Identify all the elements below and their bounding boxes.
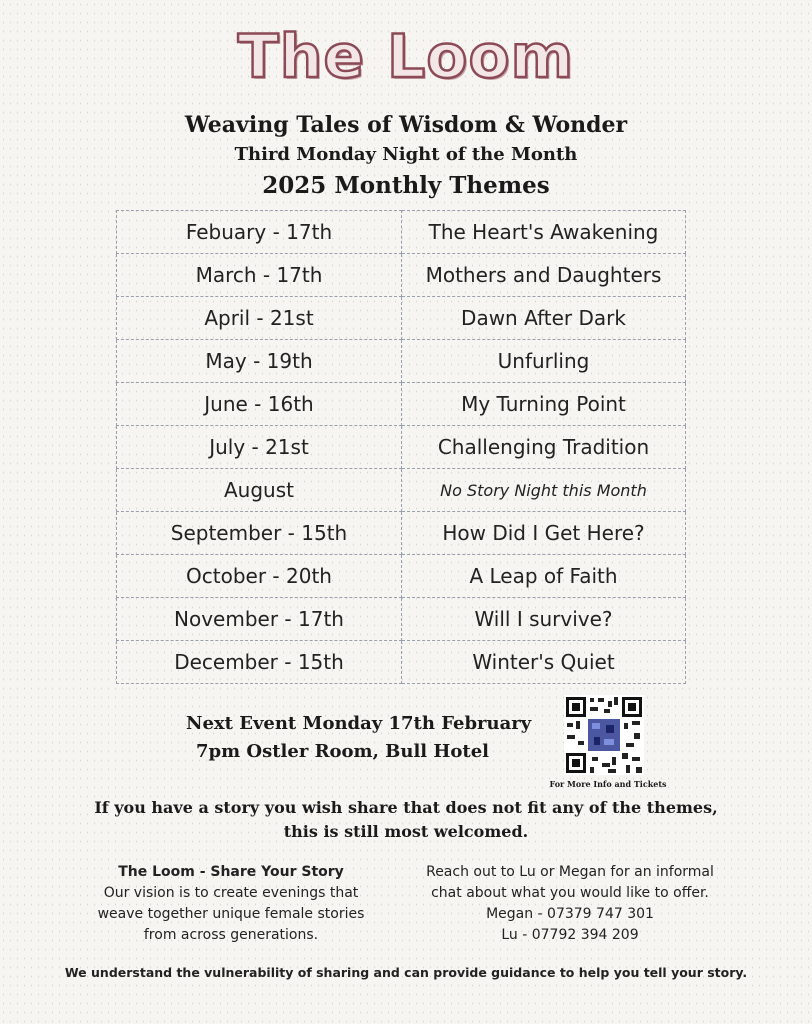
month-date: November - 17th (117, 598, 402, 641)
month-theme: Winter's Quiet (402, 641, 686, 684)
month-date: December - 15th (117, 641, 402, 684)
vision-line: from across generations. (143, 927, 319, 943)
month-theme: The Heart's Awakening (402, 211, 686, 254)
table-row (117, 469, 686, 512)
schedule-text: Third Monday Night of the Month (234, 144, 578, 165)
month-theme: A Leap of Faith (402, 555, 686, 598)
table-row (117, 426, 686, 469)
month-date: May - 19th (117, 340, 402, 383)
month-theme: Will I survive? (402, 598, 686, 641)
qr-code-icon[interactable] (564, 695, 644, 775)
month-date: March - 17th (117, 254, 402, 297)
contact-section (410, 862, 730, 946)
table-row (117, 598, 686, 641)
month-theme: Unfurling (402, 340, 686, 383)
story-note (0, 796, 812, 844)
table-row (117, 297, 686, 340)
month-date: October - 20th (117, 555, 402, 598)
month-date: April - 21st (117, 297, 402, 340)
contact-line: Reach out to Lu or Megan for an informal (426, 864, 714, 880)
themes-heading: 2025 Monthly Themes (262, 172, 550, 199)
footer-note: We understand the vulnerability of sharing and can provide guidance to help you tell your story. (64, 965, 748, 980)
qr-caption: For More Info and Tickets (549, 779, 667, 789)
month-date: June - 16th (117, 383, 402, 426)
vision-section (86, 862, 376, 946)
megan-phone: Megan - 07379 747 301 (486, 906, 654, 922)
month-date: July - 21st (117, 426, 402, 469)
month-date: August (117, 469, 402, 512)
month-date: September - 15th (117, 512, 402, 555)
vision-line: Our vision is to create evenings that (103, 885, 359, 901)
next-event (186, 710, 531, 766)
table-row (117, 254, 686, 297)
next-event-date: Next Event Monday 17th February (186, 713, 532, 734)
story-note-line: this is still most welcomed. (283, 822, 529, 841)
month-theme: No Story Night this Month (402, 469, 686, 512)
vision-line: weave together unique female stories (97, 906, 365, 922)
vision-heading: The Loom - Share Your Story (118, 864, 344, 880)
month-theme: How Did I Get Here? (402, 512, 686, 555)
table-row (117, 211, 686, 254)
next-event-venue: 7pm Ostler Room, Bull Hotel (196, 741, 490, 762)
table-row (117, 641, 686, 684)
lu-phone: Lu - 07792 394 209 (501, 927, 639, 943)
table-row (117, 383, 686, 426)
themes-table (116, 210, 686, 684)
flyer-subtitle: Weaving Tales of Wisdom & Wonder (184, 112, 628, 138)
month-theme: Challenging Tradition (402, 426, 686, 469)
month-date: Febuary - 17th (117, 211, 402, 254)
month-theme: Dawn After Dark (402, 297, 686, 340)
flyer-title: The Loom (237, 22, 575, 92)
month-theme: My Turning Point (402, 383, 686, 426)
story-note-line: If you have a story you wish share that does not fit any of the themes, (94, 798, 718, 817)
table-row (117, 512, 686, 555)
table-row (117, 340, 686, 383)
contact-line: chat about what you would like to offer. (431, 885, 709, 901)
month-theme: Mothers and Daughters (402, 254, 686, 297)
table-row (117, 555, 686, 598)
